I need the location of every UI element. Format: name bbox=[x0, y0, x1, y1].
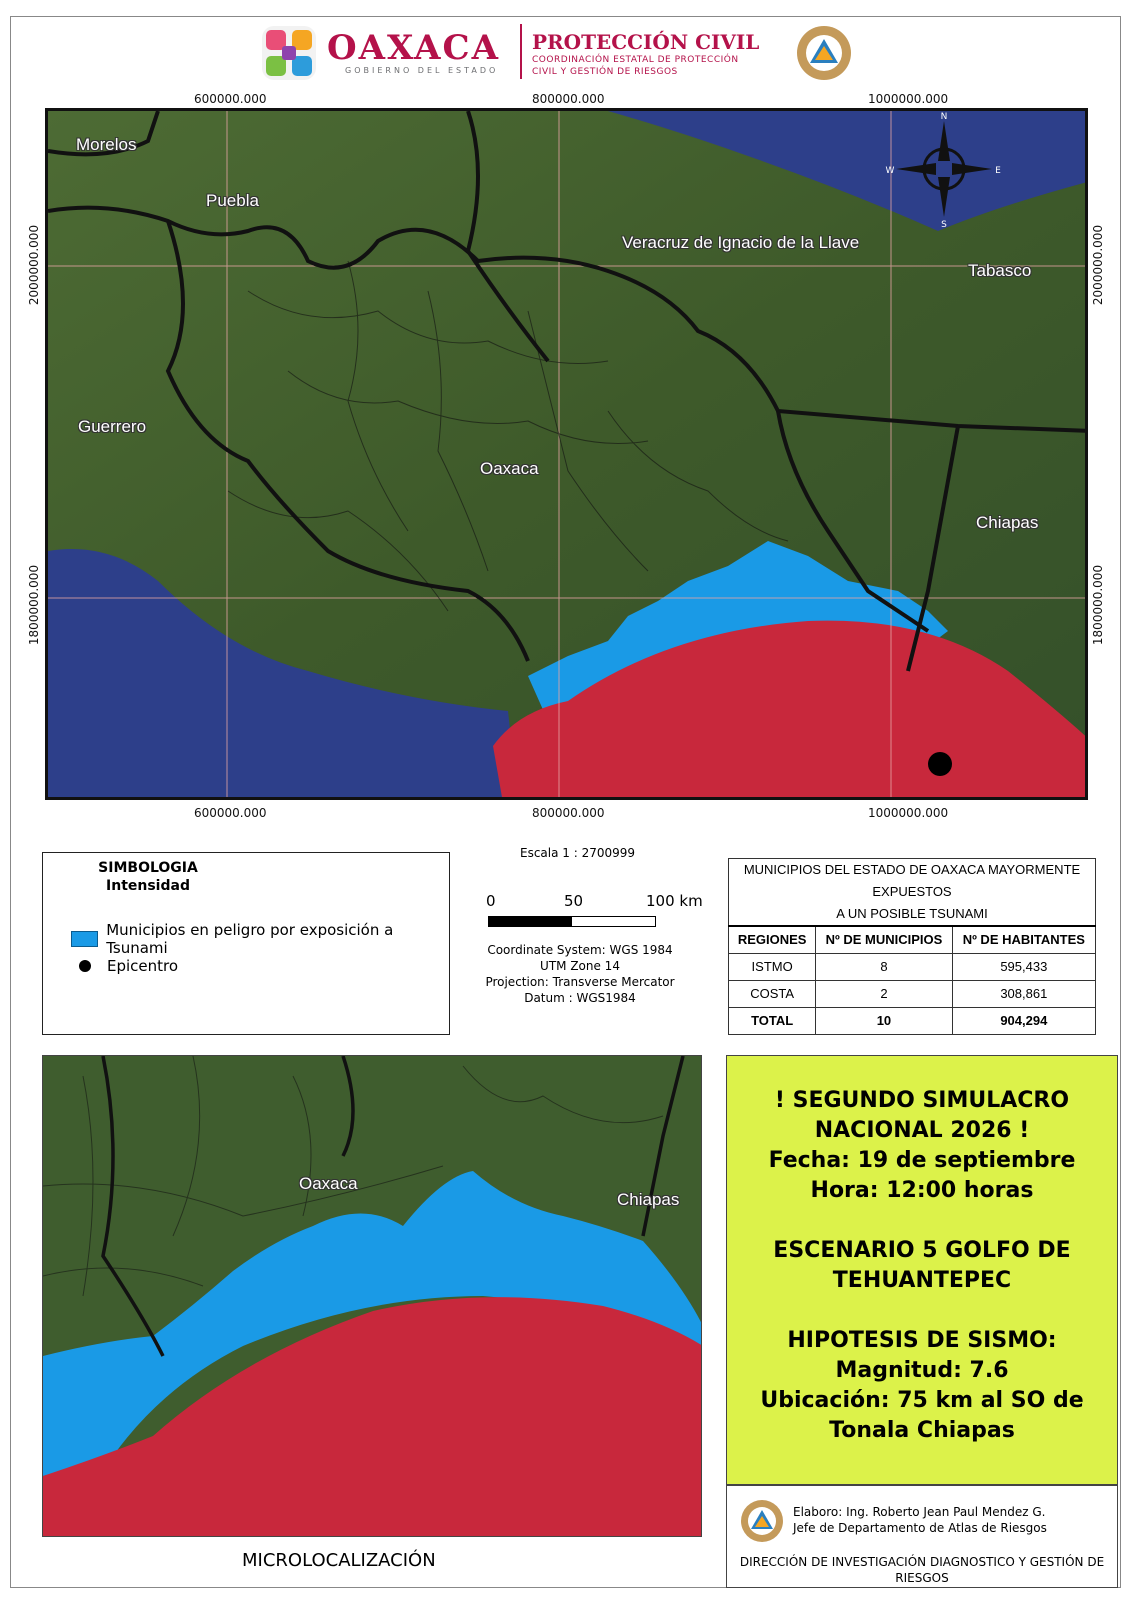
svg-text:E: E bbox=[995, 166, 1001, 176]
svg-text:W: W bbox=[885, 166, 895, 176]
x-tick-top-1: 600000.000 bbox=[194, 92, 267, 106]
credits-author: Elaboro: Ing. Roberto Jean Paul Mendez G. bbox=[793, 1505, 1046, 1519]
y-tick-right-2: 1800000.000 bbox=[1091, 564, 1106, 646]
scale-ratio: Escala 1 : 2700999 bbox=[520, 846, 636, 860]
scale-tick-50: 50 bbox=[564, 892, 584, 910]
label-oaxaca: Oaxaca bbox=[480, 459, 539, 478]
proteccion-civil-emblem-icon bbox=[795, 24, 853, 82]
micro-label-chiapas: Chiapas bbox=[617, 1190, 680, 1209]
table-total-row bbox=[729, 1007, 1096, 1034]
agency-title: PROTECCIÓN CIVIL bbox=[532, 30, 760, 54]
credits-direction: DIRECCIÓN DE INVESTIGACIÓN DIAGNOSTICO Y GESTIÓN DE RIESGOS bbox=[739, 1555, 1105, 1585]
info-gap bbox=[727, 1296, 1117, 1326]
info-line: NACIONAL 2026 ! bbox=[814, 1118, 1030, 1143]
epicenter-dot-icon bbox=[79, 960, 91, 972]
crs-info bbox=[460, 942, 700, 1006]
legend-subtitle-line: Intensidad bbox=[106, 878, 190, 894]
svg-text:N: N bbox=[940, 112, 948, 122]
info-gap bbox=[727, 1206, 1117, 1236]
info-line: Magnitud: 7.6 bbox=[835, 1358, 1009, 1383]
crs-line: Datum : WGS1984 bbox=[524, 991, 636, 1005]
epicenter-marker bbox=[928, 752, 952, 776]
table-row bbox=[729, 953, 1096, 980]
brand-subtitle: GOBIERNO DEL ESTADO bbox=[345, 66, 499, 75]
x-tick-top-2: 800000.000 bbox=[532, 92, 605, 106]
table-row bbox=[729, 980, 1096, 1007]
header-divider bbox=[520, 24, 522, 79]
legend-item-epicenter bbox=[71, 957, 178, 975]
legend-item-label: Epicentro bbox=[107, 957, 179, 975]
crs-line: Projection: Transverse Mercator bbox=[485, 975, 675, 989]
table-caption-line: A UN POSIBLE TSUNAMI bbox=[836, 906, 988, 921]
agency-subtitle-line-2: CIVIL Y GESTIÓN DE RIESGOS bbox=[532, 67, 678, 77]
credits-text bbox=[793, 1504, 1047, 1536]
credits-box bbox=[726, 1485, 1118, 1588]
table-cell: COSTA bbox=[729, 980, 816, 1007]
oaxaca-logo-icon bbox=[260, 24, 318, 82]
scale-tick-100: 100 km bbox=[646, 892, 703, 910]
main-map-canvas bbox=[48, 111, 1088, 800]
scale-tick-0: 0 bbox=[486, 892, 496, 910]
info-line: Fecha: 19 de septiembre bbox=[768, 1148, 1076, 1173]
agency-subtitle-line-1: COORDINACIÓN ESTATAL DE PROTECCIÓN bbox=[532, 55, 739, 65]
micro-map[interactable] bbox=[42, 1055, 702, 1537]
label-guerrero: Guerrero bbox=[78, 417, 147, 436]
main-map[interactable] bbox=[45, 108, 1088, 800]
label-veracruz: Veracruz de Ignacio de la Llave bbox=[622, 233, 860, 252]
crs-line: Coordinate System: WGS 1984 bbox=[487, 943, 673, 957]
x-tick-bottom-3: 1000000.000 bbox=[868, 806, 949, 820]
table-cell: 2 bbox=[816, 980, 952, 1007]
y-tick-right-1: 2000000.000 bbox=[1091, 224, 1106, 306]
micro-map-title: MICROLOCALIZACIÓN bbox=[242, 1550, 436, 1571]
label-puebla: Puebla bbox=[206, 191, 259, 210]
info-line: HIPOTESIS DE SISMO: bbox=[787, 1328, 1057, 1353]
legend-item-label: Municipios en peligro por exposición a Tsunami bbox=[106, 921, 394, 957]
info-line: ESCENARIO 5 GOLFO DE bbox=[773, 1238, 1071, 1263]
exposure-table bbox=[728, 858, 1096, 1035]
table-header: Nº DE MUNICIPIOS bbox=[816, 926, 952, 953]
table-cell: TOTAL bbox=[729, 1007, 816, 1034]
table-cell: 595,433 bbox=[952, 953, 1095, 980]
table-caption-line: MUNICIPIOS DEL ESTADO DE OAXACA MAYORMENTE EXPUESTOS bbox=[743, 862, 1081, 899]
svg-text:S: S bbox=[941, 220, 947, 230]
crs-line: UTM Zone 14 bbox=[540, 959, 620, 973]
micro-map-canvas bbox=[43, 1056, 702, 1537]
info-line: TEHUANTEPEC bbox=[832, 1268, 1012, 1293]
info-line: Hora: 12:00 horas bbox=[810, 1178, 1034, 1203]
scenario-info-box bbox=[726, 1055, 1118, 1485]
info-line: ! SEGUNDO SIMULACRO bbox=[774, 1088, 1070, 1113]
table-header: REGIONES bbox=[729, 926, 816, 953]
info-line: Ubicación: 75 km al SO de bbox=[760, 1388, 1084, 1413]
x-tick-bottom-2: 800000.000 bbox=[532, 806, 605, 820]
brand-title: OAXACA bbox=[327, 28, 500, 68]
table-caption bbox=[729, 859, 1096, 927]
y-tick-left-2: 1800000.000 bbox=[27, 564, 42, 646]
y-tick-left-1: 2000000.000 bbox=[27, 224, 42, 306]
agency-subtitle bbox=[532, 54, 739, 78]
proteccion-civil-emblem-icon bbox=[739, 1498, 785, 1544]
legend-title bbox=[43, 859, 253, 895]
x-tick-bottom-1: 600000.000 bbox=[194, 806, 267, 820]
info-line: Tonala Chiapas bbox=[829, 1418, 1015, 1443]
legend-item-tsunami bbox=[71, 921, 449, 957]
tsunami-swatch-icon bbox=[71, 931, 98, 947]
table-cell: ISTMO bbox=[729, 953, 816, 980]
label-tabasco: Tabasco bbox=[968, 261, 1032, 280]
table-cell: 308,861 bbox=[952, 980, 1095, 1007]
table-header: Nº DE HABITANTES bbox=[952, 926, 1095, 953]
table-header-row bbox=[729, 926, 1096, 953]
legend bbox=[42, 852, 450, 1035]
legend-title-line: SIMBOLOGIA bbox=[98, 860, 198, 876]
label-morelos: Morelos bbox=[76, 135, 137, 154]
x-tick-top-3: 1000000.000 bbox=[868, 92, 949, 106]
table-cell: 10 bbox=[816, 1007, 952, 1034]
micro-label-oaxaca: Oaxaca bbox=[299, 1174, 358, 1193]
label-chiapas: Chiapas bbox=[976, 513, 1039, 532]
scale-bar bbox=[488, 916, 656, 927]
credits-role: Jefe de Departamento de Atlas de Riesgos bbox=[793, 1521, 1047, 1535]
table-cell: 904,294 bbox=[952, 1007, 1095, 1034]
table-cell: 8 bbox=[816, 953, 952, 980]
